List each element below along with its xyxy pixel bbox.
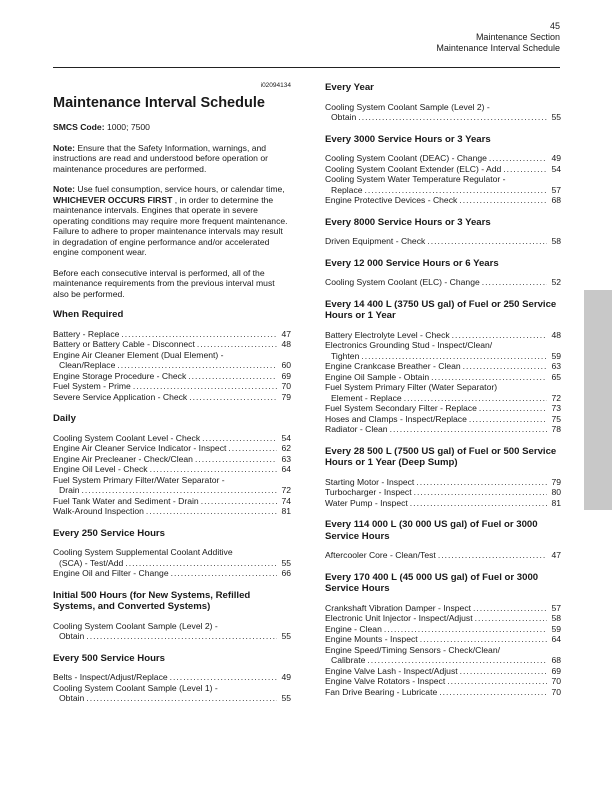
document-id: i02094134 [260,82,291,89]
maintenance-item[interactable] [325,195,561,206]
page-reference[interactable]: 64 [551,634,561,644]
item-label-first-line: Electronics Grounding Stud - Inspect/Clean/ [325,340,493,350]
page-reference[interactable]: 49 [281,672,291,682]
smcs-label: SMCS Code: [53,122,105,132]
leader-dots [82,485,277,496]
maintenance-item[interactable] [325,153,561,164]
maintenance-item[interactable] [325,424,561,435]
interval-heading: Every Year [325,82,374,93]
item-label: Cooling System Coolant (DEAC) - Change [325,153,487,163]
page-reference[interactable]: 62 [281,443,291,453]
header-section: Maintenance Section [475,32,560,42]
leader-dots [367,655,547,666]
leader-dots [404,393,547,404]
interval-heading: Every 250 Service Hours [53,527,166,539]
leader-dots [133,381,277,392]
interval-heading: Initial 500 Hours (for New Systems, Refilled Systems, and Converted Systems) [53,589,251,612]
note-text-b: , in order to determine the maintenance intervals. Engines that operate in severe operating conditions may require more frequent maintenance. Failure to adhere to proper maintenance intervals may result in degradation of engine performance and/or accelerated engine component wear. [53,194,288,257]
leader-dots [390,424,547,435]
maintenance-item[interactable] [325,164,561,175]
item-label: Turbocharger - Inspect [325,487,412,497]
maintenance-item[interactable] [53,683,291,704]
item-label: (SCA) - Test/Add [59,557,124,568]
maintenance-item[interactable] [53,496,291,507]
page-reference[interactable]: 72 [281,485,291,495]
item-row [53,506,291,517]
maintenance-item[interactable] [53,443,291,454]
leader-dots [125,558,277,569]
item-row [53,443,291,454]
leader-dots [121,329,277,340]
leader-dots [86,693,277,704]
item-row [53,329,291,340]
page-reference[interactable]: 66 [281,568,291,578]
page-reference[interactable]: 70 [551,676,561,686]
item-label: Cooling System Coolant Level - Check [53,432,201,443]
maintenance-item[interactable] [325,645,561,666]
item-row [325,361,561,372]
page-reference[interactable]: 64 [281,464,291,474]
note-text-a: Use fuel consumption, service hours, or calendar time, [77,184,285,194]
item-label-first-line: Cooling System Coolant Sample (Level 1) - [53,682,218,693]
item-label: Engine Air Cleaner Service Indicator - Inspect [53,443,227,453]
maintenance-item[interactable] [53,506,291,517]
item-label: Fuel System - Prime [53,381,131,391]
item-label-first-line: Cooling System Supplemental Coolant Additive [53,547,233,557]
maintenance-item[interactable] [53,568,291,579]
leader-dots [228,443,277,454]
item-label: Engine Oil and Filter - Change [53,568,169,578]
item-label: Aftercooler Core - Clean/Test [325,550,436,560]
leader-dots [117,360,277,371]
leader-dots [463,361,547,372]
item-row [325,195,561,206]
maintenance-item[interactable] [325,477,561,488]
header-subsection: Maintenance Interval Schedule [436,43,560,53]
maintenance-item[interactable] [53,381,291,392]
leader-dots [361,351,547,362]
item-row [325,393,561,404]
item-label: Engine Valve Rotators - Inspect [325,676,446,686]
maintenance-item[interactable] [53,672,291,683]
maintenance-item[interactable] [53,329,291,340]
page-reference[interactable]: 79 [551,476,561,487]
item-label: Engine - Clean [325,623,382,634]
item-row [325,624,561,635]
item-label: Fuel System Secondary Filter - Replace [325,403,477,413]
right-column [325,82,561,708]
page-reference[interactable]: 81 [551,497,561,508]
leader-dots [438,550,547,561]
page-reference[interactable]: 69 [551,665,561,676]
item-row [325,487,561,498]
item-row [53,485,291,496]
leader-dots [447,676,547,687]
interval-heading: Daily [53,413,76,424]
item-row [325,403,561,414]
item-label: Hoses and Clamps - Inspect/Replace [325,413,467,424]
item-label-first-line: Fuel System Primary Filter (Water Separator) [325,382,498,392]
interval-heading: Every 12 000 Service Hours or 6 Years [325,257,499,269]
item-label: Battery - Replace [53,328,120,339]
item-row [325,185,561,196]
interval-section-every-8000-service-hours-or-3-years [325,217,561,247]
leader-dots [439,687,547,698]
page-reference[interactable]: 78 [551,424,561,434]
page-reference[interactable]: 57 [551,602,561,613]
maintenance-item[interactable] [325,382,561,403]
item-row [325,603,561,614]
item-label: Walk-Around Inspection [53,506,144,516]
maintenance-item[interactable] [325,498,561,509]
item-row [325,477,561,488]
interval-section-when-required [53,309,291,402]
page-reference[interactable]: 80 [551,487,561,497]
leader-dots [427,236,547,247]
leader-dots [195,454,277,465]
leader-dots [503,164,547,175]
interval-section-every-170-400-l-45-000-us-gal-of-fuel-or [325,572,561,698]
maintenance-item[interactable] [53,371,291,382]
item-label: Engine Oil Sample - Obtain [325,371,430,382]
item-label: Obtain [331,112,357,122]
item-label-first-line: Cooling System Coolant Sample (Level 2) - [53,620,218,631]
item-label: Cooling System Coolant (ELC) - Change [325,277,480,287]
maintenance-item[interactable] [325,340,561,361]
page-reference[interactable]: 70 [551,686,561,697]
item-label: Driven Equipment - Check [325,236,426,246]
item-row [325,153,561,164]
item-row [53,631,291,642]
maintenance-item[interactable] [53,392,291,403]
item-label: Replace [331,184,363,195]
page-title: Maintenance Interval Schedule [53,95,265,111]
item-row [325,424,561,435]
page-reference[interactable]: 81 [281,506,291,516]
smcs-code [53,122,291,133]
page-reference[interactable]: 58 [551,613,561,623]
page-reference[interactable]: 59 [551,623,561,634]
item-row [53,381,291,392]
item-label: Cooling System Coolant Extender (ELC) - Add [325,163,502,174]
item-row [53,433,291,444]
leader-dots [201,496,277,507]
leader-dots [171,568,277,579]
interval-section-every-3000-service-hours-or-3-years [325,134,561,206]
leader-dots [384,624,547,635]
item-row [53,360,291,371]
item-label: Engine Mounts - Inspect [325,634,418,644]
maintenance-item[interactable] [53,547,291,568]
item-label-first-line: Engine Air Cleaner Element (Dual Element) - [53,349,224,360]
note-label: Note: [53,184,75,194]
maintenance-item[interactable] [325,372,561,383]
item-label: Obtain [59,631,85,641]
page-reference[interactable]: 47 [551,550,561,560]
item-row [325,414,561,425]
leader-dots [459,195,547,206]
note-intervals [53,184,291,258]
leader-dots [150,464,277,475]
page-reference[interactable]: 57 [551,184,561,195]
item-label: Fan Drive Bearing - Lubricate [325,686,438,697]
maintenance-item[interactable] [325,634,561,645]
item-row [53,558,291,569]
item-row [325,330,561,341]
left-column [53,82,291,715]
leader-dots [482,277,547,288]
note-emphasis: WHICHEVER OCCURS FIRST [53,194,173,205]
leader-dots [416,477,547,488]
item-label: Calibrate [331,655,366,665]
maintenance-item[interactable] [53,621,291,642]
item-row [325,687,561,698]
item-label-first-line: Fuel System Primary Filter/Water Separator - [53,474,225,485]
page-reference[interactable]: 75 [551,413,561,424]
page-reference[interactable]: 79 [281,391,291,402]
page-reference[interactable]: 73 [551,403,561,413]
item-label: Water Pump - Inspect [325,497,408,508]
item-row [53,392,291,403]
item-row [53,568,291,579]
item-label: Engine Valve Lash - Inspect/Adjust [325,665,458,676]
item-label-first-line: Cooling System Coolant Sample (Level 2) - [325,101,490,112]
interval-section-every-250-service-hours [53,528,291,579]
item-label: Crankshaft Vibration Damper - Inspect [325,602,472,613]
item-row [325,613,561,624]
page-reference[interactable]: 54 [551,163,561,174]
interval-section-every-12-000-service-hours-or-6-years [325,258,561,288]
leader-dots [469,414,547,425]
page-reference[interactable]: 68 [551,195,561,205]
maintenance-item[interactable] [325,666,561,677]
maintenance-item[interactable] [53,339,291,350]
item-label: Radiator - Clean [325,424,388,434]
item-label: Electronic Unit Injector - Inspect/Adjust [325,613,473,623]
page-reference[interactable]: 55 [281,557,291,568]
interval-section-every-500-service-hours [53,653,291,704]
item-label: Clean/Replace [59,360,116,370]
item-row [53,454,291,465]
interval-section-every-114-000-l-30-000-us-gal-of-fuel-or [325,519,561,561]
header-divider [53,67,560,68]
interval-heading: Every 170 400 L (45 000 US gal) of Fuel or 3000 Service Hours [325,571,539,594]
page-reference[interactable]: 55 [281,631,291,641]
item-row [325,634,561,645]
leader-dots [414,487,547,498]
leader-dots [420,634,547,645]
item-row [325,351,561,362]
maintenance-item[interactable] [325,550,561,561]
leader-dots [473,603,547,614]
interval-heading: Every 114 000 L (30 000 US gal) of Fuel or 3000 Service Hours [325,519,538,542]
leader-dots [202,433,277,444]
note-text: Ensure that the Safety Information, warnings, and instructions are read and understood before operation or maintenance procedures are performed. [53,142,268,174]
leader-dots [452,330,547,341]
right-sections [325,82,561,697]
item-label: Obtain [59,693,85,703]
page-reference[interactable]: 52 [551,277,561,287]
maintenance-item[interactable] [325,174,561,195]
item-row [325,655,561,666]
page-reference[interactable]: 48 [281,339,291,349]
page-reference[interactable]: 68 [551,655,561,665]
interval-section-every-year [325,82,561,123]
page-reference[interactable]: 72 [551,392,561,403]
maintenance-item[interactable] [325,624,561,635]
page-reference[interactable]: 59 [551,350,561,361]
page-number: 45 [549,21,560,31]
note-safety [53,143,291,175]
page-reference[interactable]: 69 [281,370,291,381]
item-label: Engine Crankcase Breather - Clean [325,361,461,371]
item-row [53,339,291,350]
leader-dots [479,403,547,414]
item-label: Starting Motor - Inspect [325,476,415,487]
section-thumb-tab [584,290,612,510]
leader-dots [86,631,277,642]
item-row [325,112,561,123]
maintenance-item[interactable] [325,361,561,372]
interval-heading: Every 8000 Service Hours or 3 Years [325,216,491,228]
page-reference[interactable]: 58 [551,236,561,246]
item-row [53,496,291,507]
page-reference[interactable]: 55 [281,693,291,703]
interval-heading: Every 14 400 L (3750 US gal) of Fuel or 250 Service Hours or 1 Year [325,298,557,321]
maintenance-item[interactable] [325,676,561,687]
item-label: Engine Storage Procedure - Check [53,370,187,381]
page-reference[interactable]: 54 [281,432,291,443]
interval-section-daily [53,413,291,517]
page-reference[interactable]: 63 [281,453,291,464]
item-label: Engine Protective Devices - Check [325,195,458,205]
leader-dots [431,372,547,383]
page-reference[interactable]: 47 [281,328,291,339]
leader-dots [489,153,547,164]
item-row [325,666,561,677]
item-row [325,498,561,509]
item-row [53,672,291,683]
leader-dots [197,339,277,350]
item-label-first-line: Cooling System Water Temperature Regulator - [325,174,506,184]
note-label: Note: [53,142,75,153]
smcs-value: 1000; 7500 [106,122,150,132]
item-row [325,164,561,175]
item-row [325,676,561,687]
page-reference[interactable]: 55 [551,112,561,122]
item-label: Belts - Inspect/Adjust/Replace [53,672,168,682]
interval-heading: Every 500 Service Hours [53,652,166,664]
maintenance-item[interactable] [325,277,561,288]
leader-dots [188,371,277,382]
leader-dots [146,506,277,517]
maintenance-item[interactable] [325,403,561,414]
maintenance-item[interactable] [325,487,561,498]
leader-dots [460,666,547,677]
maintenance-item[interactable] [53,475,291,496]
item-row [325,372,561,383]
leader-dots [170,672,277,683]
interval-section-initial-500-hours-for-new-systems-refill [53,590,291,642]
leader-dots [475,613,547,624]
item-label: Battery Electrolyte Level - Check [325,329,450,340]
page-reference[interactable]: 49 [551,153,561,163]
item-label: Severe Service Application - Check [53,391,188,402]
maintenance-item[interactable] [325,613,561,624]
leader-dots [365,185,547,196]
maintenance-item[interactable] [53,464,291,475]
maintenance-item[interactable] [325,236,561,247]
page-header [436,21,560,54]
maintenance-item[interactable] [53,350,291,371]
maintenance-item[interactable] [325,603,561,614]
item-label: Tighten [331,350,360,361]
left-sections [53,309,291,704]
interval-heading: Every 3000 Service Hours or 3 Years [325,133,491,145]
item-row [325,550,561,561]
page-reference[interactable]: 74 [281,495,291,506]
maintenance-item[interactable] [53,433,291,444]
maintenance-item[interactable] [325,102,561,123]
page-reference[interactable]: 63 [551,361,561,371]
interval-paragraph: Before each consecutive interval is performed, all of the maintenance requirements from the previous interval must also be performed. [53,267,275,299]
page-reference[interactable]: 60 [281,360,291,370]
interval-heading: Every 28 500 L (7500 US gal) of Fuel or 500 Service Hours or 1 Year (Deep Sump) [325,445,557,468]
maintenance-item[interactable] [325,414,561,425]
leader-dots [358,112,547,123]
item-label: Drain [59,485,80,495]
item-row [53,693,291,704]
maintenance-item[interactable] [325,687,561,698]
leader-dots [189,392,277,403]
item-row [53,464,291,475]
item-label: Battery or Battery Cable - Disconnect [53,339,195,349]
item-label-first-line: Engine Speed/Timing Sensors - Check/Clean/ [325,644,500,655]
interval-heading: When Required [53,309,124,320]
page-reference[interactable]: 70 [281,381,291,391]
item-row [325,277,561,288]
item-label: Element - Replace [331,392,402,403]
item-row [53,371,291,382]
interval-section-every-14-400-l-3750-us-gal-of-fuel-or-25 [325,299,561,435]
item-label: Engine Oil Level - Check [53,464,148,474]
interval-section-every-28-500-l-7500-us-gal-of-fuel-or-50 [325,446,561,509]
item-label: Fuel Tank Water and Sediment - Drain [53,495,199,506]
page-reference[interactable]: 48 [551,329,561,340]
maintenance-item[interactable] [325,330,561,341]
item-label: Engine Air Precleaner - Check/Clean [53,453,193,464]
item-row [325,236,561,247]
maintenance-item[interactable] [53,454,291,465]
leader-dots [410,498,547,509]
page-reference[interactable]: 65 [551,371,561,382]
